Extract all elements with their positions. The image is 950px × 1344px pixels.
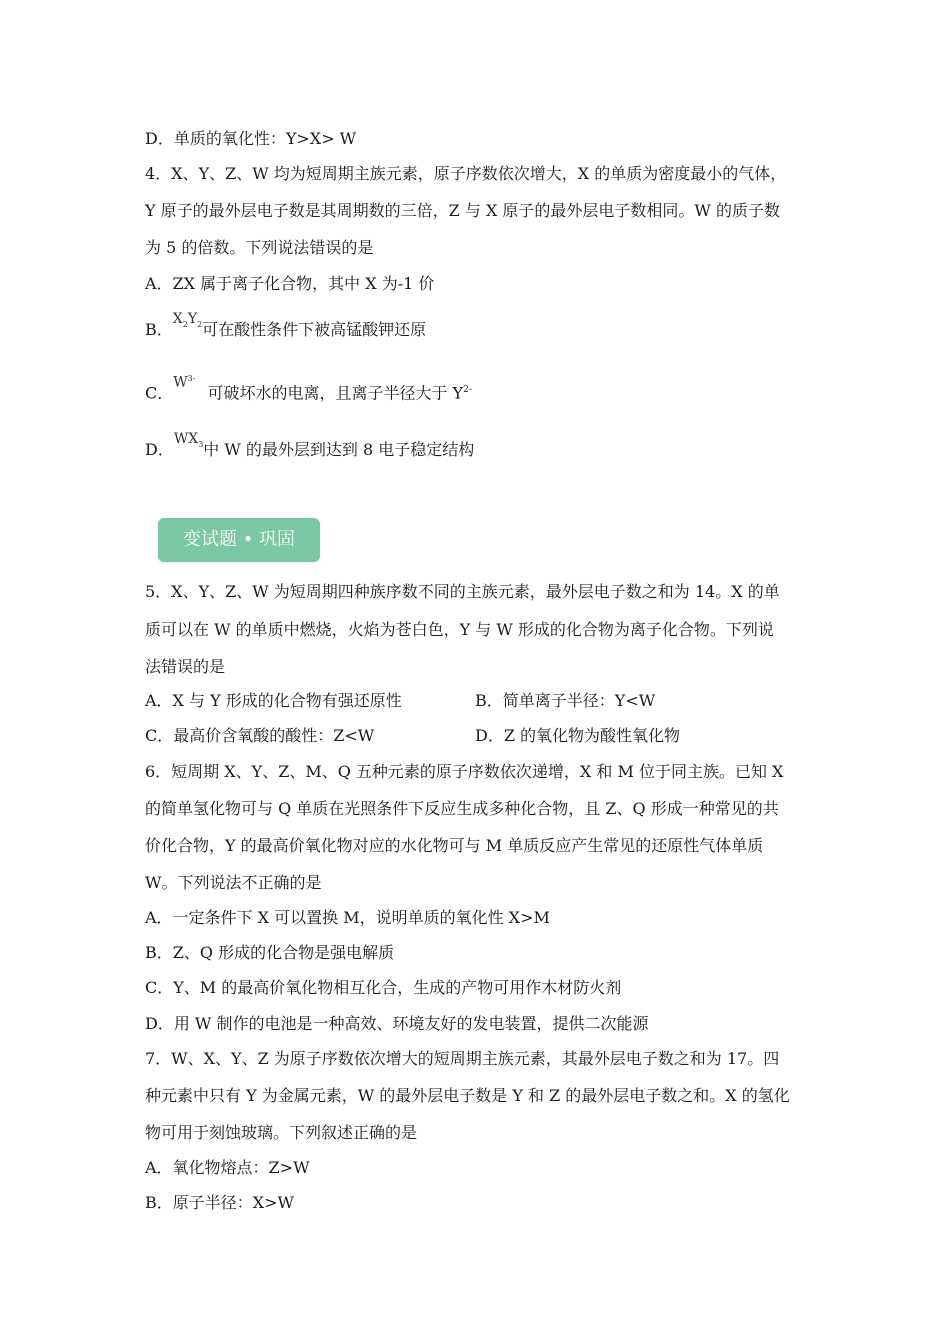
formula-superscript: 3- [187, 373, 196, 383]
q5-option-c: C．最高价含氧酸的酸性：Z<W [145, 726, 375, 745]
q4-stem-line-2: Y 原子的最外层电子数是其周期数的三倍，Z 与 X 原子的最外层电子数相同。W 的质子数 [145, 201, 780, 220]
q6-option-b: B．Z、Q 形成的化合物是强电解质 [145, 943, 395, 962]
formula-part: Y [187, 311, 198, 327]
variant-consolidation-badge: 变试题 • 巩固 [158, 518, 320, 562]
q3-option-d: D．单质的氧化性：Y>X> W [145, 129, 357, 148]
q7-option-b: B．原子半径：X>W [145, 1193, 295, 1212]
q6-stem-line-1: 6．短周期 X、Y、Z、M、Q 五种元素的原子序数依次递增，X 和 M 位于同主族。已知 X [145, 762, 784, 781]
formula-subscript: 2 [182, 319, 188, 329]
q4-stem-line-1: 4．X、Y、Z、W 均为短周期主族元素，原子序数依次增大，X 的单质为密度最小的气体， [145, 164, 787, 183]
formula-subscript: 2 [197, 319, 203, 329]
q5-stem-line-3: 法错误的是 [145, 657, 226, 676]
q4-option-b-formula [173, 308, 202, 336]
q4-option-d-text: 中 W 的最外层到达到 8 电子稳定结构 [203, 440, 475, 459]
q5-option-a: A．X 与 Y 形成的化合物有强还原性 [145, 691, 402, 710]
q4-option-c-label: C． [145, 383, 174, 403]
q6-option-c: C．Y、M 的最高价氧化物相互化合，生成的产物可用作木材防火剂 [145, 978, 622, 997]
q4-option-c [145, 373, 472, 405]
q5-stem-line-1: 5．X、Y、Z、W 为短周期四种族序数不同的主族元素，最外层电子数之和为 14。X 的单 [145, 582, 780, 601]
formula-part: W [173, 374, 188, 391]
q4-option-b-text: 可在酸性条件下被高锰酸钾还原 [202, 320, 427, 339]
q4-option-b-label: B． [145, 320, 173, 339]
q5-option-d: D．Z 的氧化物为酸性氧化物 [475, 726, 681, 745]
q4-option-d [145, 431, 475, 468]
q6-stem-line-4: W。下列说法不正确的是 [145, 873, 322, 892]
q7-stem-line-3: 物可用于刻蚀玻璃。下列叙述正确的是 [145, 1123, 418, 1142]
q4-option-b [145, 311, 427, 348]
formula-subscript: 3 [198, 439, 204, 449]
q6-option-d: D．用 W 制作的电池是一种高效、环境友好的发电装置，提供二次能源 [145, 1014, 649, 1033]
q7-stem-line-1: 7．W、X、Y、Z 为原子序数依次增大的短周期主族元素，其最外层电子数之和为 17。四 [145, 1049, 780, 1068]
q6-option-a: A．一定条件下 X 可以置换 M，说明单质的氧化性 X>M [145, 908, 550, 927]
q6-stem-line-3: 价化合物，Y 的最高价氧化物对应的水化物可与 M 单质反应产生常见的还原性气体单质 [145, 836, 764, 855]
q5-stem-line-2: 质可以在 W 的单质中燃烧，火焰为苍白色，Y 与 W 形成的化合物为离子化合物。下列说 [145, 620, 774, 639]
q7-option-a: A．氧化物熔点：Z>W [145, 1158, 310, 1177]
q6-stem-line-2: 的简单氢化物可与 Q 单质在光照条件下反应生成多种化合物，且 Z、Q 形成一种常见的共 [145, 799, 779, 818]
q4-option-c-formula [173, 368, 195, 394]
q4-option-c-text: 可破坏水的电离，且离子半径大于 Y [207, 383, 464, 403]
q7-stem-line-2: 种元素中只有 Y 为金属元素，W 的最外层电子数是 Y 和 Z 的最外层电子数之和。X 的氢化 [145, 1086, 790, 1105]
q5-option-b: B．简单离子半径：Y<W [475, 691, 656, 710]
q4-option-d-formula [174, 428, 203, 456]
q4-option-a: A．ZX 属于离子化合物，其中 X 为-1 价 [145, 274, 435, 293]
q4-option-d-label: D． [145, 440, 174, 459]
formula-part: X [172, 311, 183, 327]
q4-stem-line-3: 为 5 的倍数。下列说法错误的是 [145, 238, 374, 257]
q4-option-c-text-superscript: 2- [463, 385, 472, 395]
formula-part: WX [173, 431, 199, 447]
